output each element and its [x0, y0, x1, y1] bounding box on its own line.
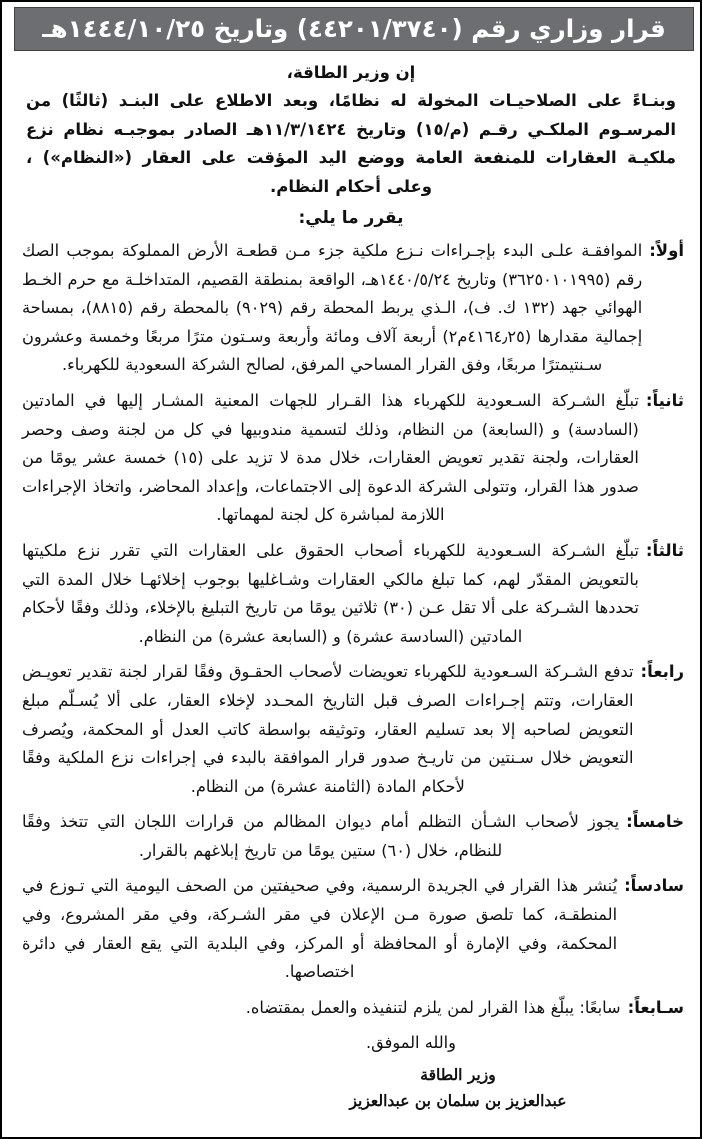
clause-label: ثانياً:: [645, 390, 684, 410]
clause-text: الموافقـة علـى البدء بإجـراءات نـزع ملكية جزء مـن قطعـة الأرض المملوكة بموجب الصك رقم (٣٦٢٥٠١٠١٩٩٥) وتاريخ ١٤٤٠/٥/٢٤هـ، الواقعة بمنطقة القصيم، المتداخلـة مع حرم الخـط الهوائي جهد (١٣٢ ك. ف)، الـذي يربط المحطة رقم (٩٠٢٩) بالمحطة رقم (٨٨١٥)، بمساحة إجمالية مقدارها (٤١٦٤٫٢٥م٢) أربعة آلاف ومائة وأربعة وسـتون مترًا مربعًا وخمسة وعشرون سـنتيمترًا مربعًا، وفق القرار المساحي المرفق، لصالح الشركة السعودية للكهرباء.: [22, 241, 643, 375]
document-body: [12, 59, 690, 1133]
preamble-opening: إن وزير الطاقة،: [286, 63, 416, 82]
document-header-bar: [14, 7, 694, 51]
decrees-heading: يقرر ما يلي:: [298, 208, 404, 228]
clause-item: [12, 808, 690, 865]
clause-item: [12, 537, 690, 651]
signature-block: [12, 1062, 690, 1114]
clause-text: سابعًا: يبلّغ هذا القرار لمن يلزم لتنفيذه والعمل بمقتضاه.: [245, 997, 621, 1017]
clause-text: يُنشر هذا القرار في الجريدة الرسمية، وفي صحيفتين من الصحف اليومية التي تـوزع في المنطقـة، كما تلصق صورة مـن الإعلان في مقر الشـركة، وفي مقر المشروع، وفي المحكمة، وفي الإمارة أو المحافظة أو المركز، وفي البلدية التي يقع العقار في دائرة اختصاصها.: [22, 876, 618, 982]
clause-text: تبلّغ الشـركة السـعودية للكهرباء أصحاب الحقوق على العقارات التي تقرر نزع ملكيتها بالتعويض المقدّر لهم، كما تبلغ مالكي العقارات وشـاغليها بوجوب إخلائهـا خلال المدة التي تحددها الشـركة على ألا تقل عـن (٣٠) ثلاثين يومًا من تاريخ التبليغ بالإخلاء، وذلك وفقًا لأحكام المادتين (السادسة عشرة) و (السابعة عشرة) من النظام.: [22, 540, 639, 646]
clause-text: تدفع الشـركة السـعودية للكهرباء تعويضات لأصحاب الحقـوق وفقًا لقرار لجنة تقدير تعويـض العقارات، وتتم إجـراءات الصرف قبل التاريخ المحـدد لإخلاء العقار، على ألا يُسـلّم مبلغ التعويض لصاحبه إلا بعد تسليم العقار، وتوثيقه بواسطة كاتب العدل أو المحكمة، ويُصرف التعويض خلال سـنتين من تاريـخ صدور قرار الموافقة بالبدء في إجراءات نزع الملكية وفقًا لأحكام المادة (الثامنة عشرة) من النظام.: [22, 662, 634, 796]
preamble-body: وبنـاءً على الصلاحيـات المخولة له نظامًا، وبعد الاطلاع على البنـد (ثالثًا) من المرسـوم الملكـي رقـم (م/١٥) وتاريخ ١١/٣/١٤٢٤هـ الصادر بموجبـه نظام نزع ملكيـة العقارات للمنفعة العامة ووضع اليد المؤقت على العقار («النظام») ، وعلى أحكام النظام.: [26, 91, 676, 196]
clause-text: تبلّغ الشـركة السـعودية للكهرباء هذا القـرار للجهات المعنية المشـار إليها في المادتين (السادسة) و (السابعة) من النظام، وذلك لتسمية مندوبيها في كل من لجنة وصف وحصر العقارات، ولجنة تقدير تعويض العقارات، خلال مدة لا تزيد على (١٥) خمسة عشر يومًا من صدور هذا القرار، وتتولى الشركة الدعوة إلى الاجتماعات، وإعداد المحاضر، واتخاذ الإجراءات اللازمة لمباشرة كل لجنة لمهماتها.: [22, 390, 639, 525]
clause-item: [12, 387, 690, 530]
clause-label: سادساً:: [624, 876, 684, 896]
clause-label: ثالثاً:: [645, 540, 684, 560]
clause-item: [12, 658, 690, 801]
page-title: قرار وزاري رقم (٤٤٢٠١/٣٧٤٠) وتاريخ ١٤٤٤/١٠/٢٥هـ: [42, 13, 666, 43]
clause-label: خامساً:: [626, 812, 684, 832]
signatory-name: عبدالعزيز بن سلمان بن عبدالعزيز: [349, 1091, 567, 1111]
closing-phrase: والله الموفق.: [366, 1033, 456, 1053]
clause-label: أولاً:: [649, 241, 684, 260]
clause-text: يجوز لأصحاب الشـأن التظلم أمام ديوان المظالم من قرارات اللجان التي تتخذ وفقًا للنظام، خلال (٦٠) ستين يومًا من تاريخ إبلاغهم بالقرار.: [22, 812, 620, 860]
clause-label: رابعاً:: [640, 662, 684, 682]
signatory-title: وزير الطاقة: [420, 1065, 496, 1085]
clause-item: [12, 872, 690, 986]
clause-label: سـابعاً:: [627, 997, 684, 1017]
clause-item: [12, 237, 690, 380]
clause-item: [12, 994, 690, 1023]
